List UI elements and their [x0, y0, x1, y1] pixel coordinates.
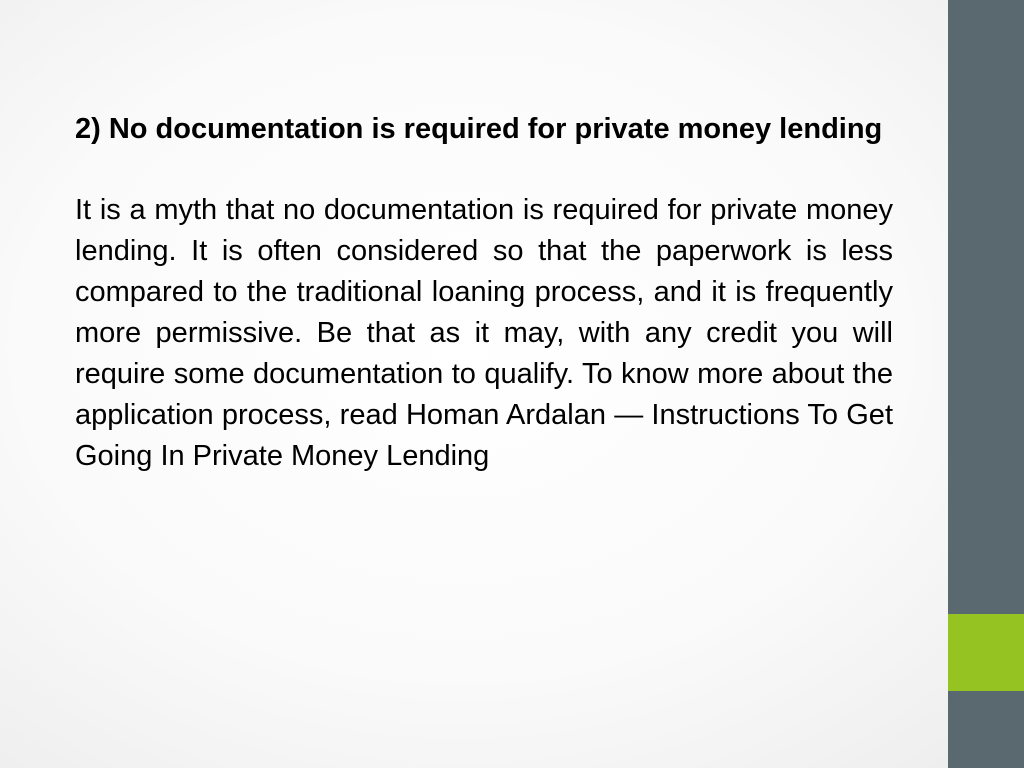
decorative-accent-block: [948, 614, 1024, 691]
slide-heading: 2) No documentation is required for private money lending: [75, 113, 883, 145]
slide-content: [75, 108, 893, 477]
slide-body-text: It is a myth that no documentation is required for private money lending. It is often considered so that the paperwork is less compared to the traditional loaning process, and it is frequently more permissive. Be that as it may, with any credit you will require some documentation to qualify. To know more about the application process, read Homan Ardalan — Instructions To Get Going In Private Money Lending: [75, 194, 893, 472]
